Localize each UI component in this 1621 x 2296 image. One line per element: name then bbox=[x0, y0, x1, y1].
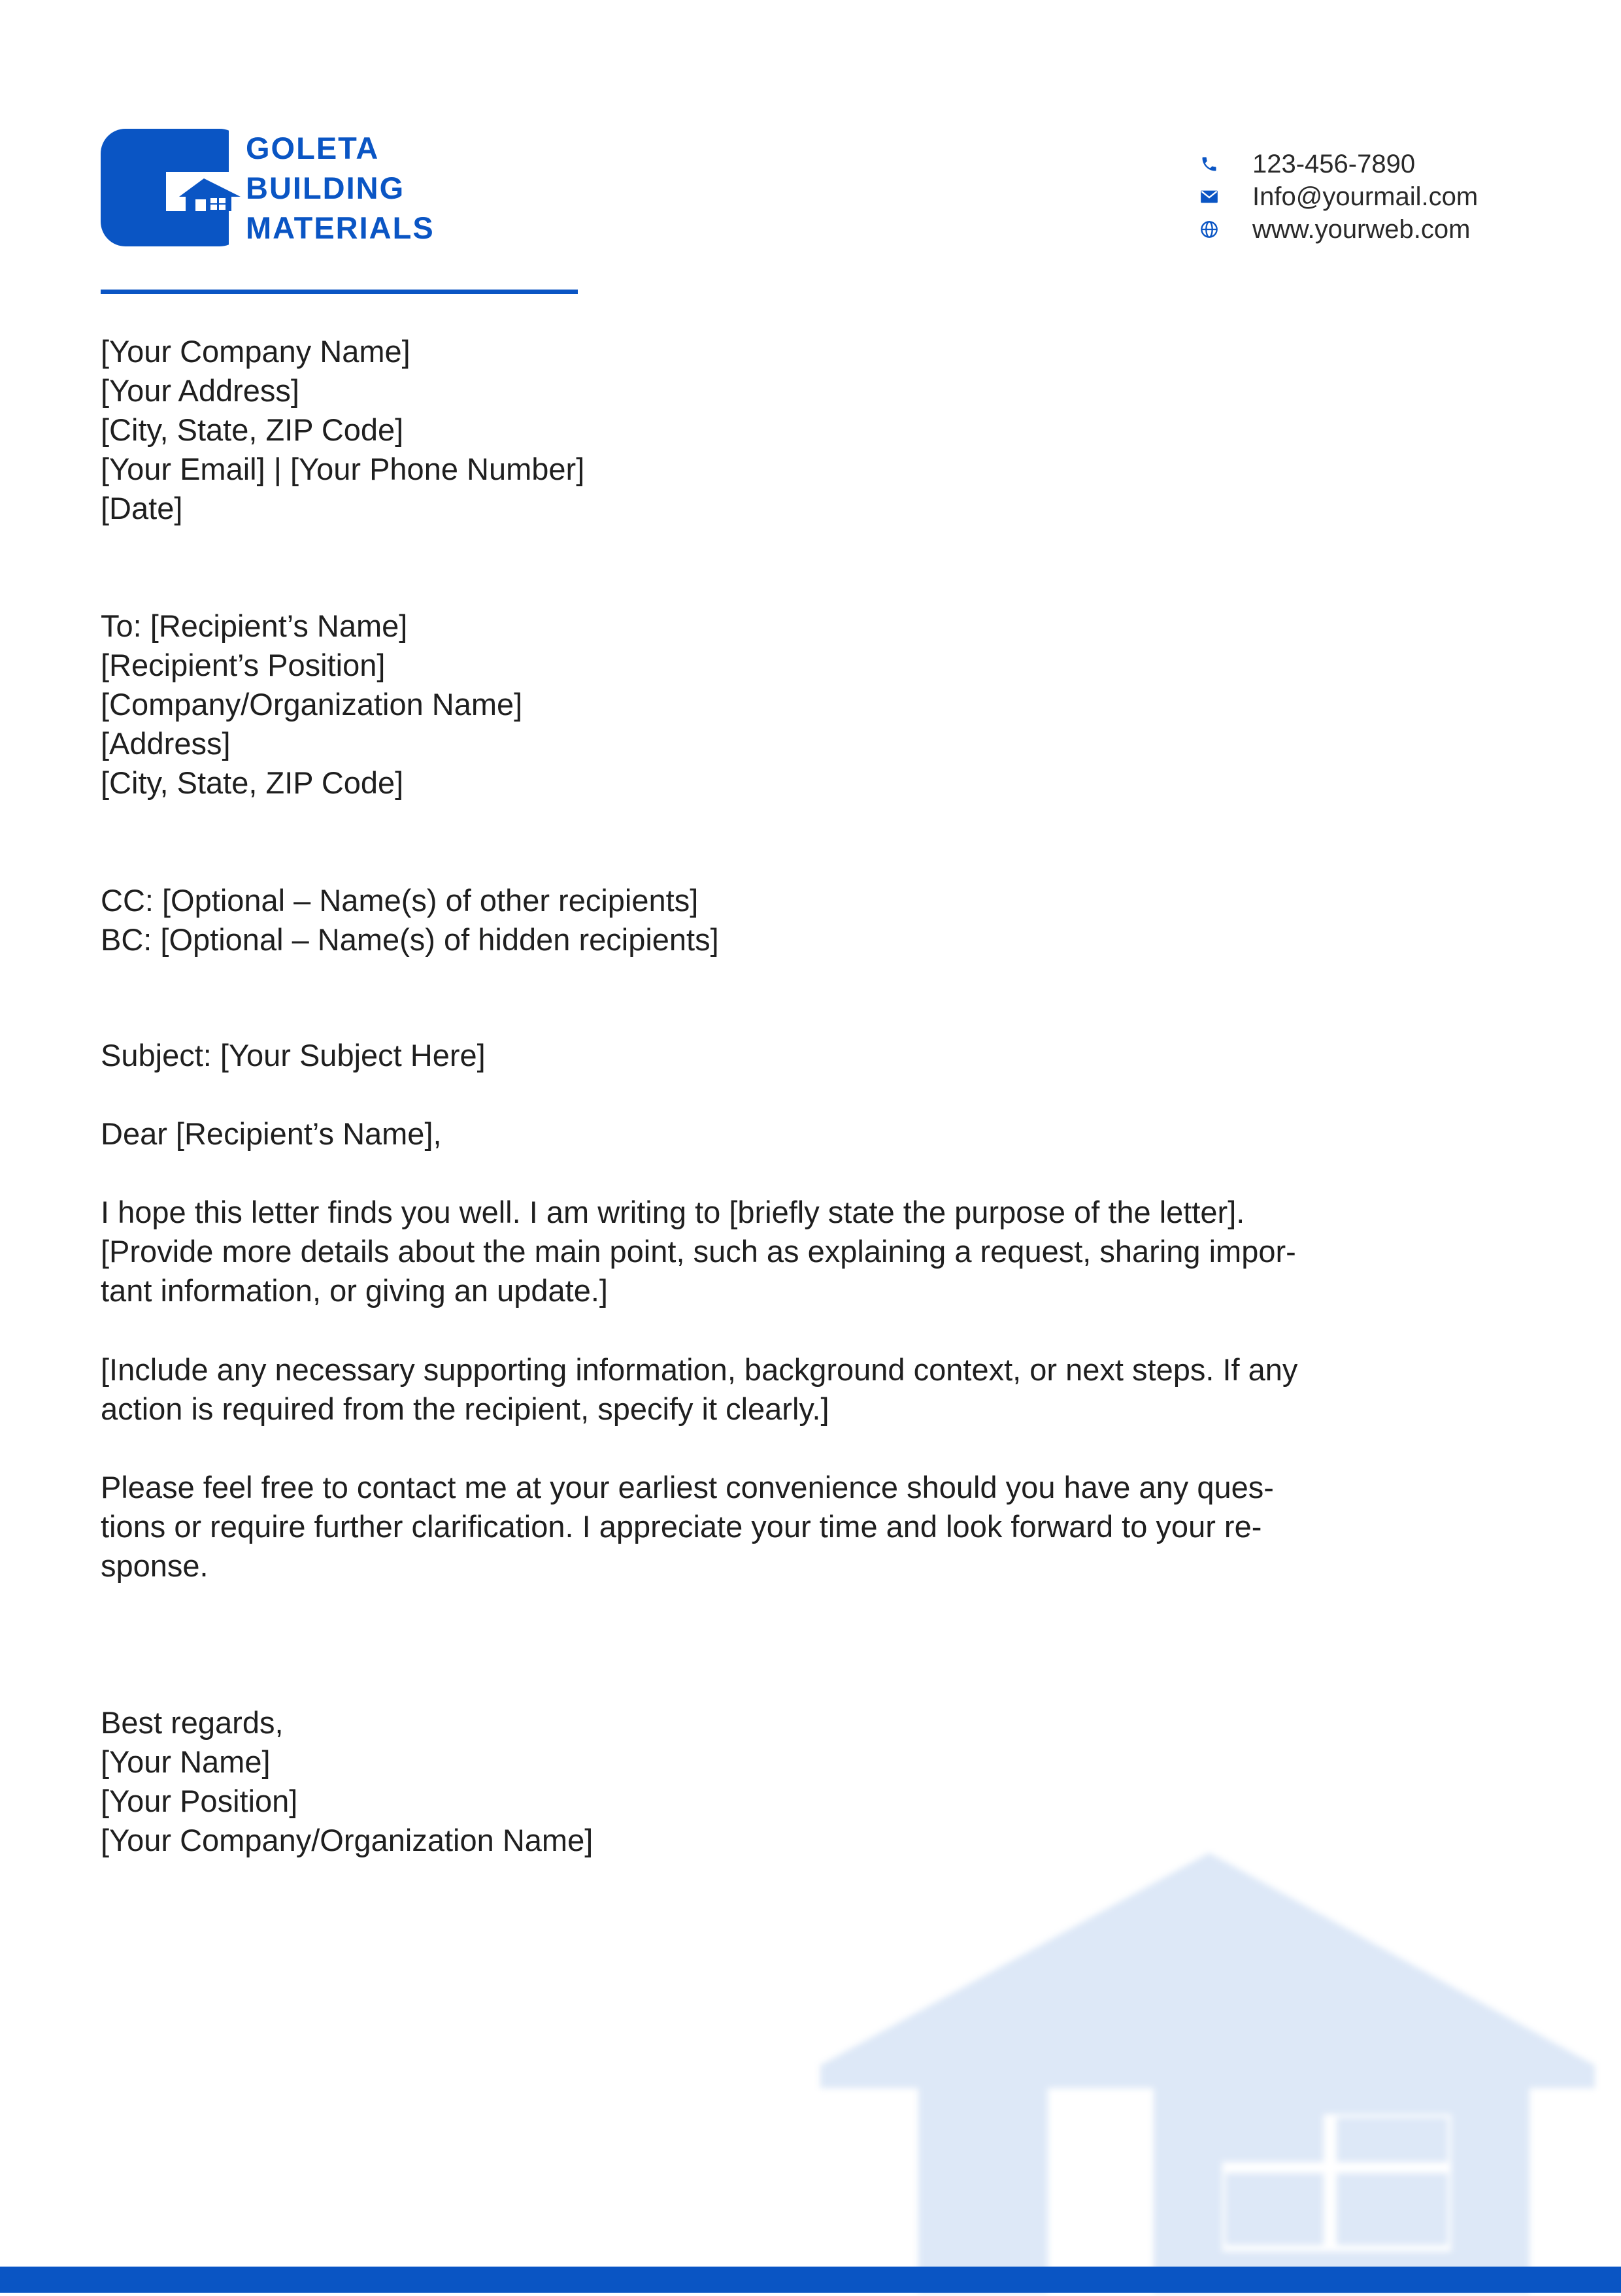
recipient-line: [Company/Organization Name] bbox=[101, 687, 523, 722]
paragraph-1 bbox=[101, 1193, 1296, 1310]
cc-line: CC: [Optional – Name(s) of other recipients] bbox=[101, 883, 699, 918]
salutation bbox=[101, 1114, 442, 1154]
paragraph-line: tant information, or giving an update.] bbox=[101, 1273, 608, 1308]
paragraph-line: Please feel free to contact me at your earliest convenience should you have any ques- bbox=[101, 1470, 1274, 1505]
logo-line-2: BUILDING bbox=[246, 171, 405, 205]
recipient-line: To: [Recipient’s Name] bbox=[101, 608, 408, 643]
logo-line-1: GOLETA bbox=[246, 131, 380, 165]
contact-web bbox=[1200, 213, 1478, 246]
sender-block bbox=[101, 332, 584, 528]
closing-block bbox=[101, 1703, 593, 1860]
logo-line-3: MATERIALS bbox=[246, 210, 435, 245]
closing-line: Best regards, bbox=[101, 1705, 284, 1740]
sender-line: [Date] bbox=[101, 491, 183, 525]
closing-line: [Your Company/Organization Name] bbox=[101, 1823, 593, 1857]
paragraph-line: [Provide more details about the main point, such as explaining a request, sharing impor- bbox=[101, 1234, 1296, 1269]
sender-line: [City, State, ZIP Code] bbox=[101, 412, 404, 447]
logo-house-icon bbox=[101, 129, 244, 246]
footer-bar bbox=[0, 2267, 1621, 2293]
contact-block bbox=[1200, 148, 1478, 246]
sender-line: [Your Company Name] bbox=[101, 334, 410, 369]
header-divider bbox=[101, 290, 578, 294]
salutation-text: Dear [Recipient’s Name], bbox=[101, 1116, 442, 1151]
bc-line: BC: [Optional – Name(s) of hidden recipients] bbox=[101, 922, 719, 957]
contact-email bbox=[1200, 180, 1478, 213]
phone-icon bbox=[1200, 155, 1252, 173]
recipient-line: [Address] bbox=[101, 726, 231, 761]
paragraph-line: action is required from the recipient, specify it clearly.] bbox=[101, 1391, 829, 1426]
recipient-line: [City, State, ZIP Code] bbox=[101, 765, 404, 800]
contact-phone bbox=[1200, 148, 1478, 180]
web-text: www.yourweb.com bbox=[1252, 214, 1471, 244]
sender-line: [Your Email] | [Your Phone Number] bbox=[101, 452, 585, 486]
paragraph-line: [Include any necessary supporting information, background context, or next steps. If any bbox=[101, 1352, 1298, 1387]
paragraph-2 bbox=[101, 1350, 1297, 1429]
paragraph-line: tions or require further clarification. I appreciate your time and look forward to your re- bbox=[101, 1509, 1262, 1544]
watermark-house-icon bbox=[820, 1853, 1595, 2293]
paragraph-3 bbox=[101, 1468, 1274, 1586]
subject-text: Subject: [Your Subject Here] bbox=[101, 1038, 486, 1073]
phone-text: 123-456-7890 bbox=[1252, 149, 1416, 178]
paragraph-line: I hope this letter finds you well. I am writing to [briefly state the purpose of the letter]. bbox=[101, 1195, 1245, 1229]
sender-line: [Your Address] bbox=[101, 373, 299, 408]
closing-line: [Your Name] bbox=[101, 1744, 271, 1779]
recipient-block bbox=[101, 607, 522, 803]
copies-block bbox=[101, 881, 719, 959]
recipient-line: [Recipient’s Position] bbox=[101, 648, 386, 682]
globe-icon bbox=[1200, 220, 1252, 239]
email-text: Info@yourmail.com bbox=[1252, 182, 1479, 211]
closing-line: [Your Position] bbox=[101, 1784, 298, 1818]
paragraph-line: sponse. bbox=[101, 1548, 209, 1583]
subject-line bbox=[101, 1036, 486, 1075]
company-logo-text bbox=[246, 128, 435, 248]
mail-icon bbox=[1200, 190, 1252, 204]
